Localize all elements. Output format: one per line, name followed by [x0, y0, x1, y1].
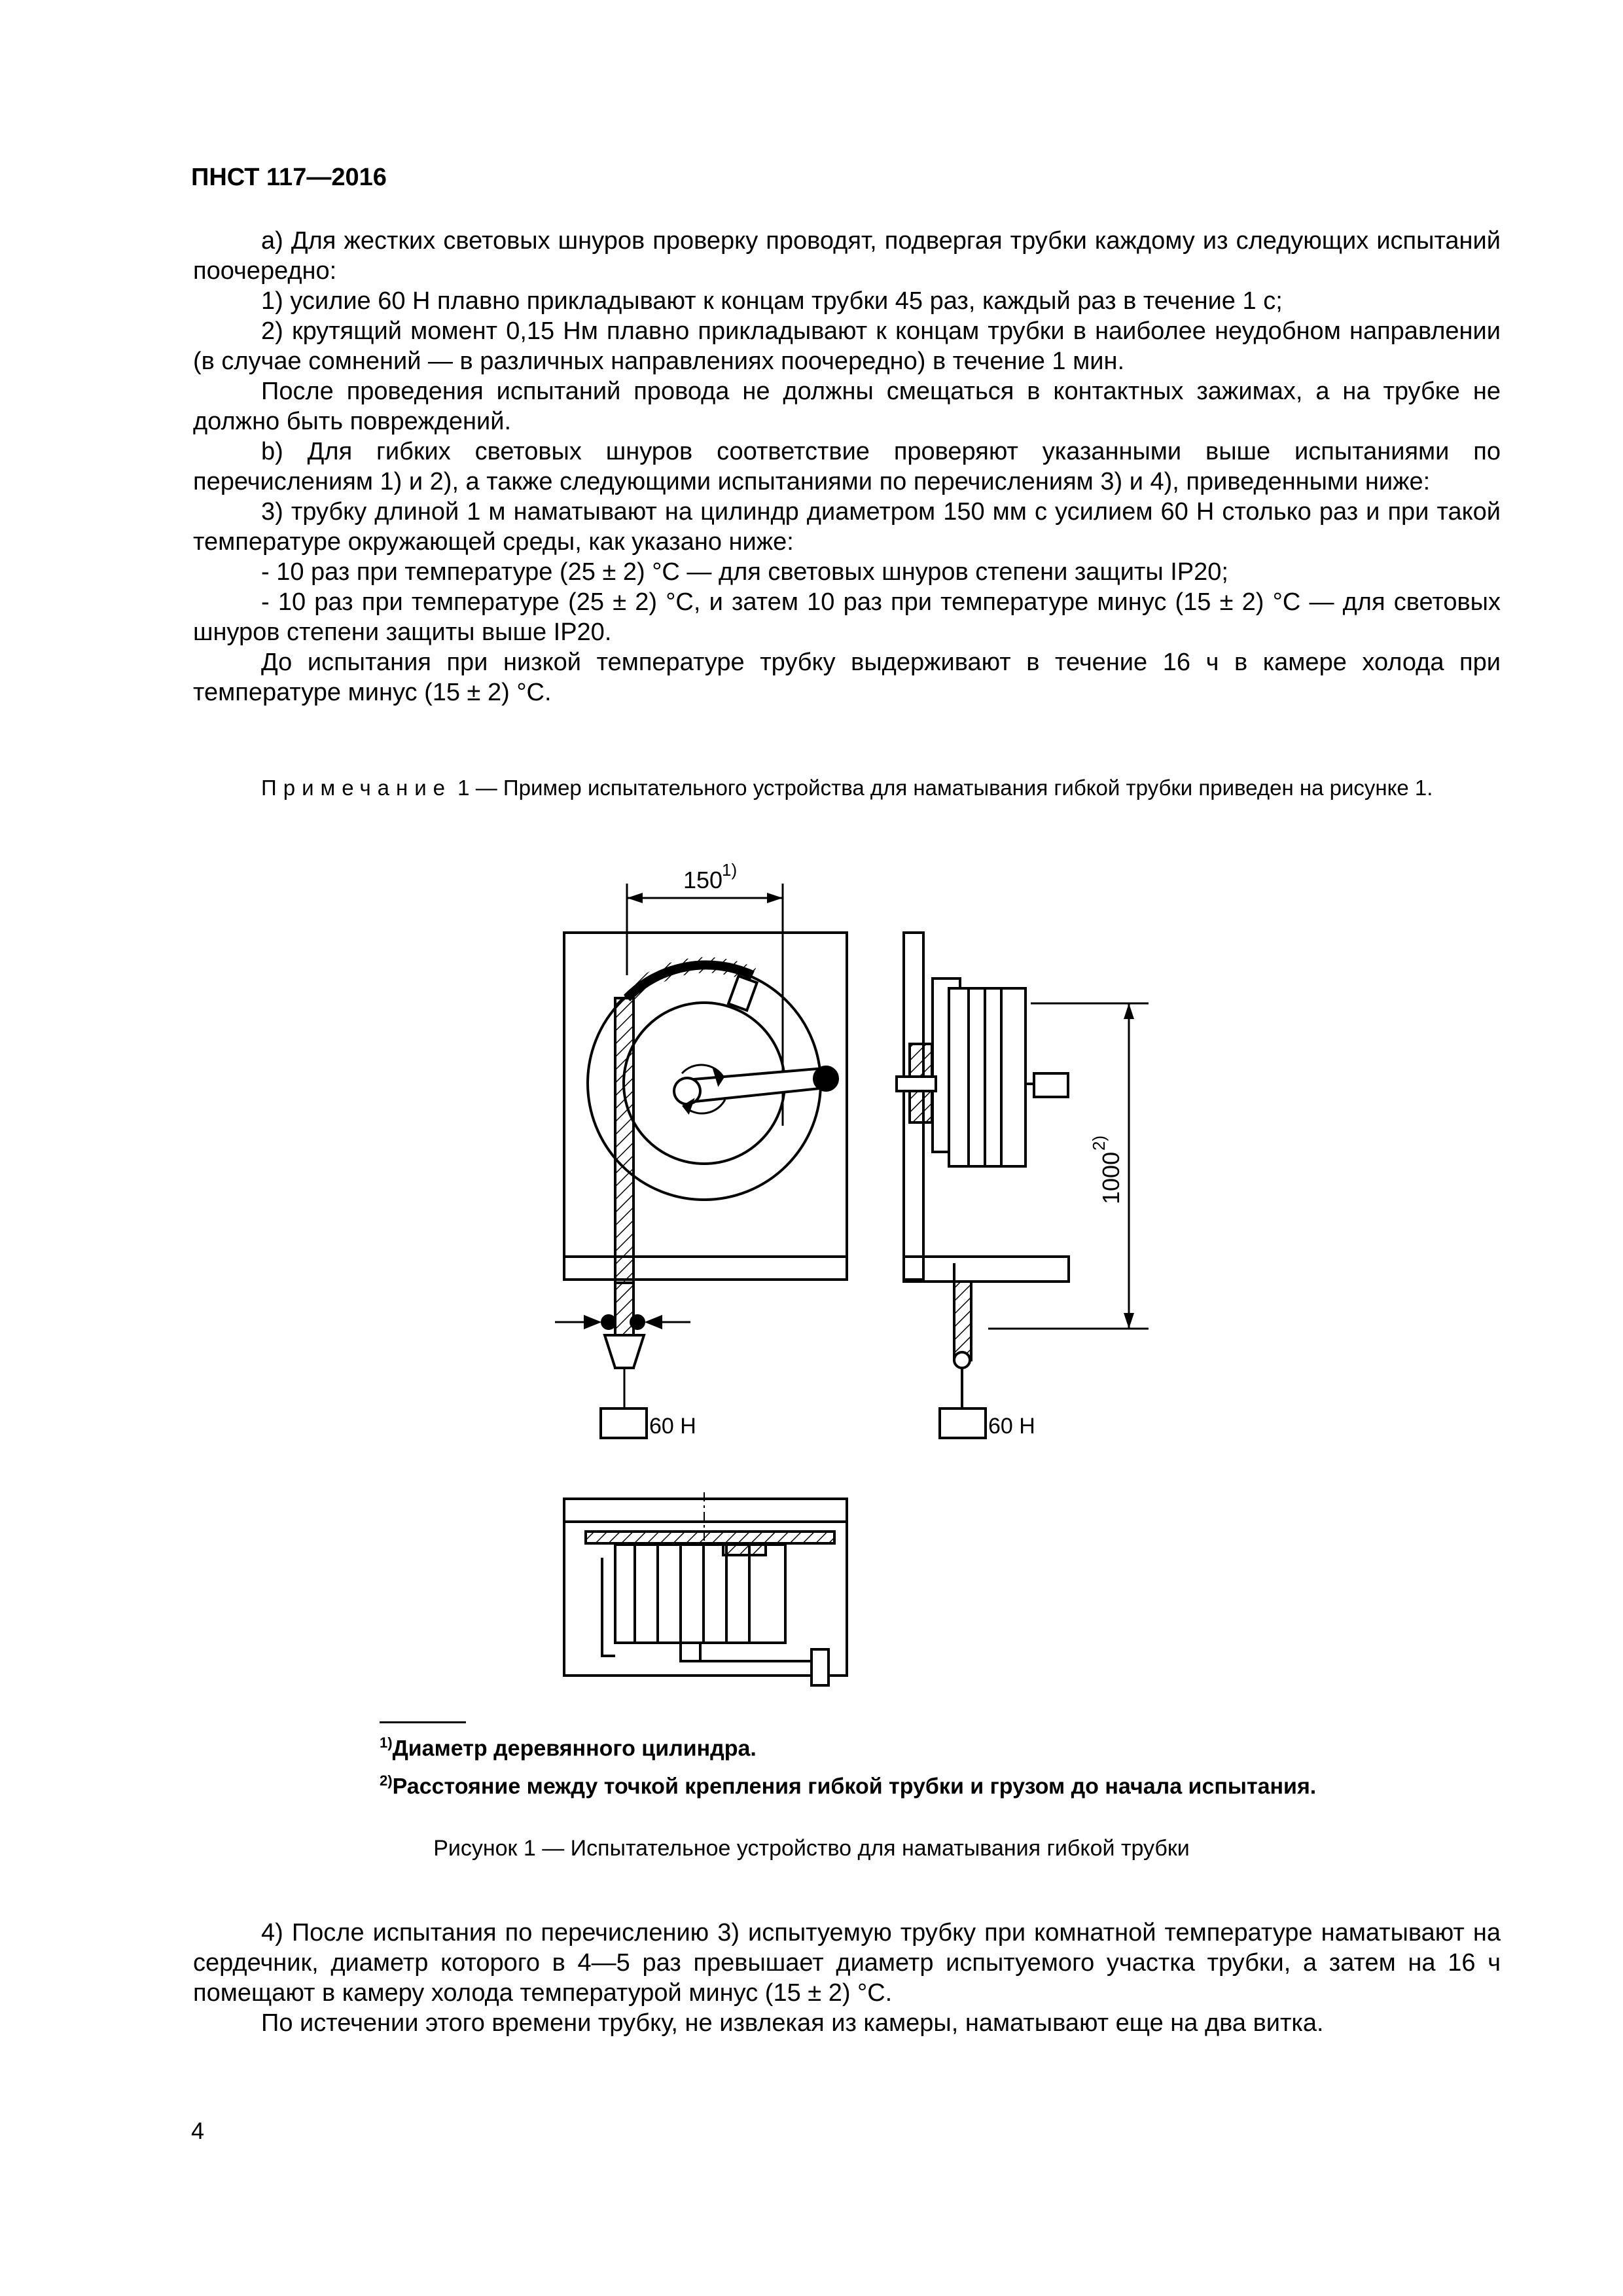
paragraph-b: b) Для гибких световых шнуров соответствие проверяют указанными выше испытаниями по перечислениям 1) и 2), а также следующими испытаниями по перечислениям 3) и 4), приведенными ниже:: [193, 438, 1501, 495]
footnote-1: $^{1)}$Диаметр деревянного цилиндра.: [380, 1734, 757, 1761]
dim-1000-sup: 2): [1089, 1135, 1109, 1151]
dim-1000-label: 1000: [1097, 1151, 1124, 1204]
top-view: [564, 1492, 847, 1685]
paragraph-a2: 2) крутящий момент 0,15 Нм плавно прикладывают к концам трубки в наиболее неудобном направлении (в случае сомнений — в различных направлениях поочередно) в течение 1 мин.: [193, 317, 1501, 375]
weight-label-right: 60 Н: [988, 1414, 1035, 1439]
footnote-2: $^{2)}$Расстояние между точкой крепления гибкой трубки и грузом до начала испытания.: [380, 1772, 1317, 1799]
paragraph-after: После проведения испытаний провода не должны смещаться в контактных зажимах, а на трубке не должно быть повреждений.: [193, 378, 1501, 435]
list-item-dash1: - 10 раз при температуре (25 ± 2) °C — для световых шнуров степени защиты IP20;: [261, 558, 1228, 586]
list-item-dash2: - 10 раз при температуре (25 ± 2) °C, и затем 10 раз при температуре минус (15 ± 2) °C — для световых шнуров степени защиты выше IP20.: [193, 588, 1501, 646]
note-text: 1 — Пример испытательного устройства для наматывания гибкой трубки приведен на рисунке 1.: [452, 776, 1433, 800]
paragraph-a: а) Для жестких световых шнуров проверку проводят, подвергая трубки каждому из следующих испытаний поочередно:: [193, 227, 1501, 285]
side-view: [897, 933, 1069, 1438]
weight-label-left: 60 Н: [649, 1414, 696, 1439]
main-text-bottom: [193, 1918, 1501, 2038]
paragraph-4: 4) После испытания по перечислению 3) испытуемую трубку при комнатной температуре наматывают на сердечник, диаметр которого в 4—5 раз превышает диаметр испытуемого участка трубки, а затем на 16 ч помещают в камеру холода температурой минус (15 ± 2) °C.: [193, 1919, 1501, 2007]
document-header: ПНСТ 117—2016: [191, 164, 387, 191]
figure-caption: Рисунок 1 — Испытательное устройство для наматывания гибкой трубки: [433, 1836, 1190, 1861]
page-number: 4: [191, 2117, 205, 2144]
front-view: [555, 933, 847, 1438]
paragraph-a1: 1) усилие 60 Н плавно прикладывают к концам трубки 45 раз, каждый раз в течение 1 с;: [261, 287, 1283, 315]
paragraph-b3: 3) трубку длиной 1 м наматывают на цилиндр диаметром 150 мм с усилием 60 Н столько раз и при такой температуре окружающей среды, как указано ниже:: [193, 498, 1501, 556]
note-label: Примечание: [261, 776, 452, 800]
footnote-rule: [380, 1721, 466, 1723]
paragraph-cold: До испытания при низкой температуре трубку выдерживают в течение 16 ч в камере холода при температуре минус (15 ± 2) °C.: [193, 649, 1501, 706]
dim-150-label: 150: [683, 867, 723, 893]
paragraph-5: По истечении этого времени трубку, не извлекая из камеры, наматывают еще на два витка.: [261, 2009, 1324, 2037]
dim-150-sup: 1): [722, 860, 738, 880]
